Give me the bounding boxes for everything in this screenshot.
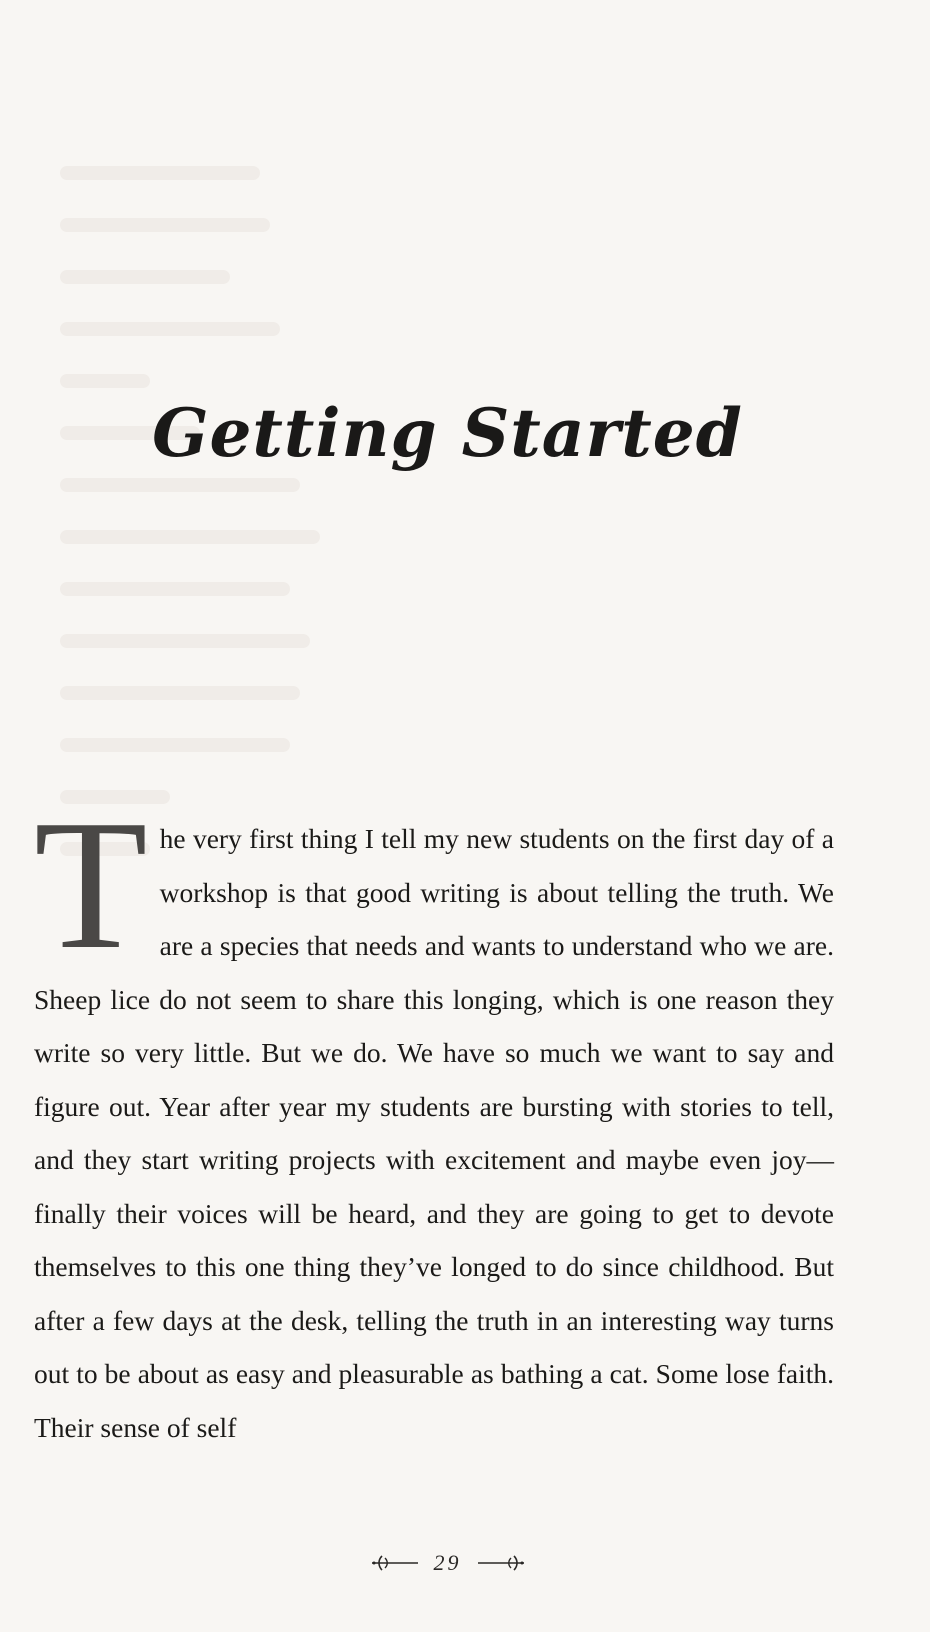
chapter-title: Getting Started bbox=[152, 394, 743, 472]
drop-cap: T bbox=[34, 782, 148, 988]
body-paragraph bbox=[34, 782, 834, 1454]
flourish-right-icon bbox=[476, 1552, 526, 1574]
paragraph-text: he very first thing I tell my new students on the first day of a workshop is that good writing is about telling the truth. We are a species that needs and wants to understand who we are. Sheep lice do not seem to share this longing, which is one reason they write so very little. But we do. We have so much we want to say and figure out. Year after year my students are bursting with stories to tell, and they start writing projects with excitement and maybe even joy—finally their voices will be heard, and they are going to get to devote themselves to this one thing they’ve longed to do since childhood. But after a few days at the desk, telling the truth in an interesting way turns out to be about as easy and pleasurable as bathing a cat. Some lose faith. Their sense of self bbox=[34, 823, 834, 1443]
page-footer bbox=[0, 1548, 895, 1576]
page-number: 29 bbox=[433, 1549, 462, 1575]
flourish-left-icon bbox=[370, 1552, 420, 1574]
